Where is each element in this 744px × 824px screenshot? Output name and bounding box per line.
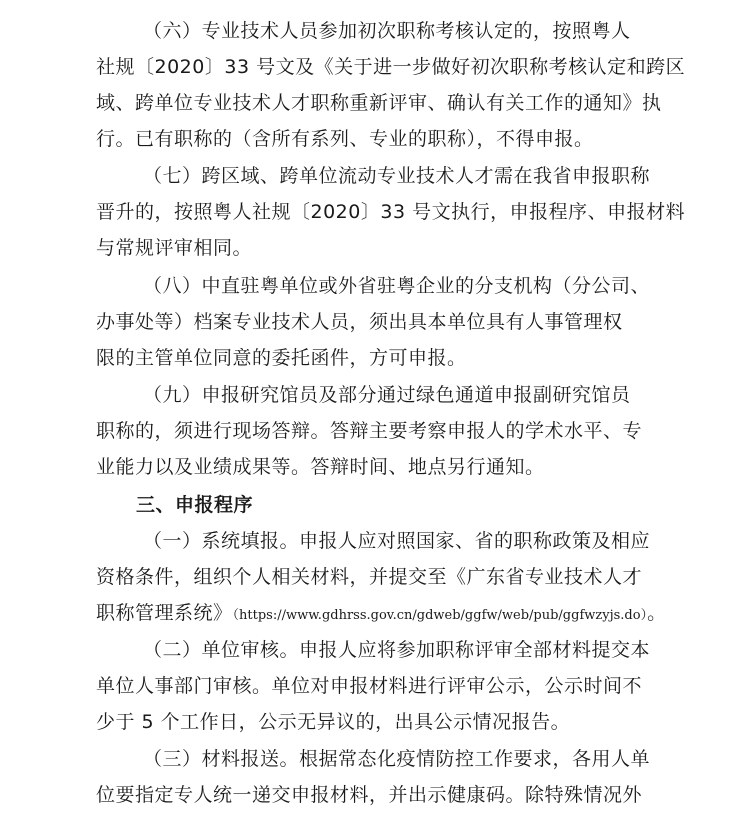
paragraph-line: （八）中直驻粤单位或外省驻粤企业的分支机构（分公司、 — [143, 275, 651, 297]
paragraph-line: 业能力以及业绩成果等。答辩时间、地点另行通知。 — [96, 456, 545, 478]
paragraph-line: 限的主管单位同意的委托函件，方可申报。 — [96, 347, 467, 369]
paragraph-line-with-url — [96, 595, 667, 631]
paragraph-line: （二）单位审核。申报人应将参加职称评审全部材料提交本 — [143, 639, 651, 661]
url-end-punct: 。 — [647, 602, 667, 624]
system-name: 职称管理系统》 — [96, 602, 233, 624]
section-heading: 三、申报程序 — [136, 494, 254, 516]
paragraph-line: 域、跨单位专业技术人才职称重新评审、确认有关工作的通知》执 — [96, 92, 662, 114]
paragraph-line: 行。已有职称的（含所有系列、专业的职称），不得申报。 — [96, 128, 594, 150]
paragraph-line: 资格条件，组织个人相关材料，并提交至《广东省专业技术人才 — [96, 566, 643, 588]
paragraph-line: （七）跨区域、跨单位流动专业技术人才需在我省申报职称 — [143, 165, 651, 187]
paragraph-line: （一）系统填报。申报人应对照国家、省的职称政策及相应 — [143, 530, 651, 552]
paragraph-line: 单位人事部门审核。单位对申报材料进行评审公示，公示时间不 — [96, 675, 643, 697]
paragraph-line: 与常规评审相同。 — [96, 237, 253, 259]
paragraph-line: 办事处等）档案专业技术人员，须出具本单位具有人事管理权 — [96, 311, 623, 333]
paragraph-line: 晋升的，按照粤人社规〔2020〕33 号文执行，申报程序、申报材料 — [96, 201, 686, 223]
paragraph-line: （六）专业技术人员参加初次职称考核认定的，按照粤人 — [143, 20, 631, 42]
paragraph-line: （九）申报研究馆员及部分通过绿色通道申报副研究馆员 — [143, 384, 631, 406]
paragraph-line: （三）材料报送。根据常态化疫情防控工作要求，各用人单 — [143, 748, 651, 770]
paragraph-line: 少于 5 个工作日，公示无异议的，出具公示情况报告。 — [96, 711, 571, 733]
paragraph-line: 社规〔2020〕33 号文及《关于进一步做好初次职称考核认定和跨区 — [96, 56, 686, 78]
system-url[interactable]: （https://www.gdhrss.gov.cn/gdweb/ggfw/web/pub/ggfwzyjs.do） — [232, 608, 648, 623]
paragraph-line: 位要指定专人统一递交申报材料，并出示健康码。除特殊情况外 — [96, 784, 643, 806]
paragraph-line: 职称的，须进行现场答辩。答辩主要考察申报人的学术水平、专 — [96, 420, 643, 442]
